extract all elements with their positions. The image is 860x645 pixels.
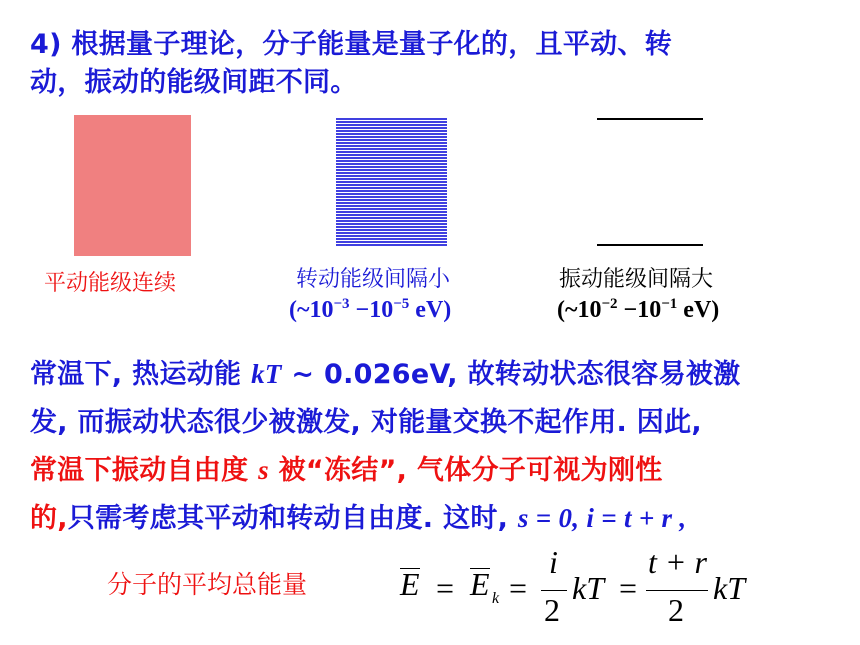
translation-levels-block — [74, 115, 191, 256]
intro-text-1: 4) 根据量子理论，分子能量是量子化的，且平动、转 — [30, 29, 673, 60]
energy-formula: E = E k = i 2 kT = t + r 2 kT — [400, 544, 745, 628]
intro-line-1 — [30, 22, 672, 61]
paragraph-line-4: 的,只需考虑其平动和转动自由度. 这时, s = 0, i = t + r , — [30, 503, 687, 534]
vibration-level-lower — [597, 244, 703, 246]
E-bar: E — [400, 566, 420, 602]
translation-label: 平动能级连续 — [44, 271, 177, 296]
formula-label: 分子的平均总能量 — [107, 570, 308, 599]
rotation-energy-range: ($\sim 10^{-3} -10^{-5}$ eV) — [289, 296, 452, 323]
paragraph-line-3: 常温下振动自由度 s 被“冻结”, 气体分子可视为刚性 — [30, 455, 663, 486]
fraction-bar-1 — [541, 590, 567, 591]
intro-text-2: 动，振动的能级间距不同。 — [30, 67, 358, 98]
paragraph-line-2: 发, 而振动状态很少被激发, 对能量交换不起作用. 因此, — [30, 407, 702, 438]
rotation-label: 转动能级间隔小 — [296, 267, 451, 292]
fraction-bar-2 — [646, 590, 708, 591]
intro-line-2 — [30, 60, 358, 99]
rotation-levels-block — [336, 118, 447, 247]
paragraph-line-1: 常温下, 热运动能 kT ~ 0.026eV, 故转动状态很容易被激 — [30, 359, 741, 390]
vibration-label: 振动能级间隔大 — [559, 267, 714, 292]
vibration-energy-range: ($\sim 10^{-2} -10^{-1}$ eV) — [557, 296, 720, 323]
Ek-bar: E — [470, 566, 490, 602]
vibration-level-upper — [597, 118, 703, 120]
